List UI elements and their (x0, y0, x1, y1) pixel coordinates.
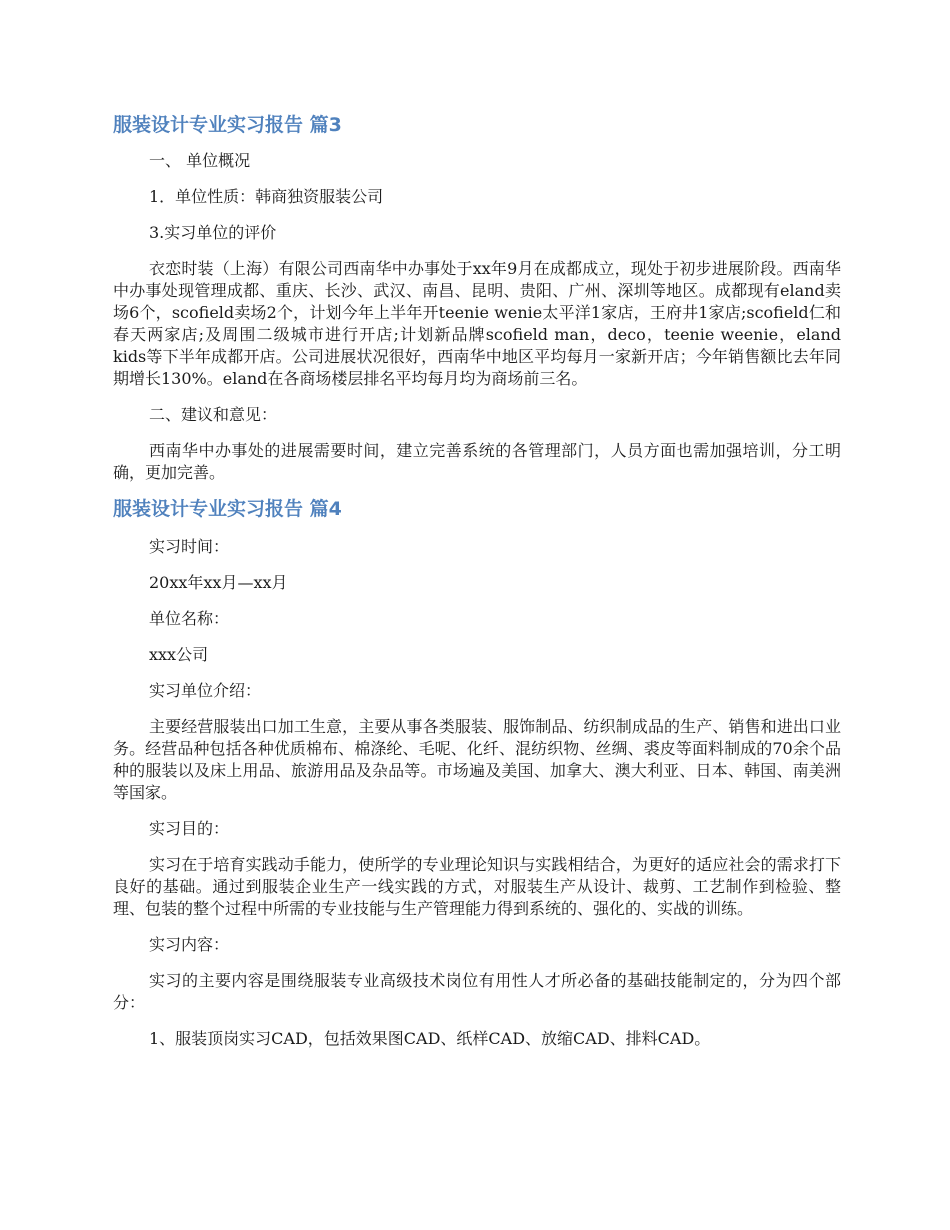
paragraph: 西南华中办事处的进展需要时间，建立完善系统的各管理部门，人员方面也需加强培训，分工明确，更加完善。 (113, 441, 841, 482)
paragraph: 1、服装顶岗实习CAD，包括效果图CAD、纸样CAD、放缩CAD、排料CAD。 (149, 1029, 711, 1048)
paragraph: 一、 单位概况 (149, 151, 251, 170)
paragraph: 主要经营服装出口加工生意，主要从事各类服装、服饰制品、纺织制成品的生产、销售和进出口业务。经营品种包括各种优质棉布、棉涤纶、毛呢、化纤、混纺织物、丝绸、裘皮等面料制成的70余个品种的服装以及床上用品、旅游用品及杂品等。市场遍及美国、加拿大、澳大利亚、日本、韩国、南美洲等国家。 (113, 717, 841, 802)
document-page (113, 108, 841, 1064)
paragraph: 1．单位性质：韩商独资服装公司 (149, 187, 384, 206)
paragraph: 实习的主要内容是围绕服装专业高级技术岗位有用性人才所必备的基础技能制定的，分为四个部分： (113, 971, 841, 1012)
paragraph: 实习内容： (149, 935, 230, 954)
section-heading: 服装设计专业实习报告 篇4 (113, 498, 342, 520)
paragraph: 实习目的： (149, 819, 230, 838)
paragraph: 3.实习单位的评价 (149, 223, 277, 242)
paragraph: 20xx年xx月—xx月 (149, 573, 288, 592)
paragraph: 单位名称： (149, 609, 230, 628)
paragraph: 二、建议和意见： (149, 405, 278, 424)
section-heading: 服装设计专业实习报告 篇3 (113, 114, 342, 136)
paragraph: 衣恋时装（上海）有限公司西南华中办事处于xx年9月在成都成立，现处于初步进展阶段。西南华中办事处现管理成都、重庆、长沙、武汉、南昌、昆明、贵阳、广州、深圳等地区。成都现有eland卖场6个，scofield卖场2个，计划今年上半年开teenie wenie太平洋1家店，王府井1家店;scofield仁和春天两家店;及周围二级城市进行开店;计划新品牌scofield man，deco，teenie weenie，eland kids等下半年成都开店。公司进展状况很好，西南华中地区平均每月一家新开店；今年销售额比去年同期增长130%。eland在各商场楼层排名平均每月均为商场前三名。 (113, 259, 841, 388)
paragraph: 实习单位介绍： (149, 681, 262, 700)
paragraph: 实习时间： (149, 537, 230, 556)
paragraph: xxx公司 (149, 645, 209, 664)
paragraph: 实习在于培育实践动手能力，使所学的专业理论知识与实践相结合，为更好的适应社会的需求打下良好的基础。通过到服装企业生产一线实践的方式，对服装生产从设计、裁剪、工艺制作到检验、整理、包装的整个过程中所需的专业技能与生产管理能力得到系统的、强化的、实战的训练。 (113, 855, 841, 918)
